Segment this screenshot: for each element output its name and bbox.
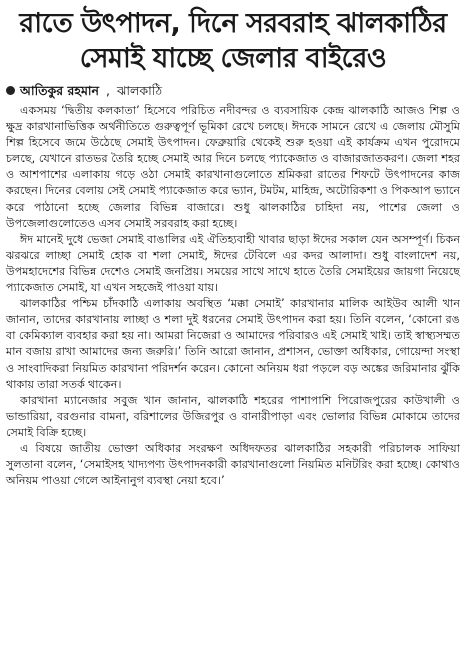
byline — [6, 82, 460, 99]
paragraph-4: কারখানা ম্যানেজার সবুজ খান জানান, ঝালকাঠি শহরের পাশাপাশি পিরোজপুরের কাউখালী ও ভান্ডারিয়া, বরগুনার বামনা, বরিশালের উজিরপুর ও বানারীপাড়া এবং ভোলার বিভিন্ন মোকামে তাদের সেমাই বিক্রি হচ্ছে। — [6, 393, 460, 439]
headline — [6, 6, 460, 76]
paragraph-1: একসময় ‘দ্বিতীয় কলকাতা’ হিসেবে পরিচিত নদীবন্দর ও ব্যবসায়িক কেন্দ্র ঝালকাঠি আজও শিল্প ও ক্ষুদ্র কারখানাভিত্তিক অর্থনীতিতে গুরুত্বপূর্ণ ভূমিকা রেখে চলছে। ঈদকে সামনে রেখে এ জেলায় মৌসুমি শিল্প হিসেবে জমে উঠেছে সেমাই উৎপাদন। ফেব্রুয়ারি থেকেই শুরু হওয়া এই কার্যক্রম এখন পুরোদমে চলছে, যেখানে রাতভর তৈরি হচ্ছে সেমাই আর দিনে চলছে প্যাকেজাত ও বাজারজাতকরণ। জেলা শহর ও আশপাশের এলাকায় গড়ে ওঠা সেমাই কারখানাগুলোতে শ্রমিকরা রাতের শিফটে উৎপাদনের কাজ করছেন। দিনের বেলায় সেই সেমাই প্যাকেজাত করে ভ্যান, টমটম, মাহিন্দ্র, অটোরিকশা ও পিকআপ ভ্যানে করে পাঠানো হচ্ছে জেলার বিভিন্ন বাজারে। শুধু ঝালকাঠির চাহিদা নয়, পাশের জেলা ও উপজেলাগুলোতেও এসব সেমাই সরবরাহ করা হচ্ছে। — [6, 104, 460, 230]
author-name: আতিকুর রহমান — [20, 83, 99, 98]
paragraph-2: ঈদ মানেই দুধে ভেজা সেমাই বাঙালির এই ঐতিহ্যবাহী খাবার ছাড়া ঈদের সকাল যেন অসম্পূর্ণ। চিকন ঝরঝরে লাচ্ছা সেমাই হোক বা শলা সেমাই, ঈদের টেবিলে এর কদর আলাদা। শুধু বাংলাদেশ নয়, উপমহাদেশের বিভিন্ন দেশেও সেমাই জনপ্রিয়। সময়ের সাথে সাথে হাতে তৈরি সেমাইয়ের জায়গা নিয়েছে প্যাকেজাত সেমাই, যা এখন সহজেই পাওয়া যায়। — [6, 232, 460, 295]
byline-separator: , — [105, 83, 110, 98]
headline-line-2: সেমাই যাচ্ছে জেলার বাইরেও — [79, 43, 387, 74]
paragraph-5: এ বিষয়ে জাতীয় ভোক্তা অধিকার সংরক্ষণ অধিদফতর ঝালকাঠির সহকারী পরিচালক সাফিয়া সুলতানা বলেন, ‘সেমাইসহ খাদ্যপণ্য উৎপাদনকারী কারখানাগুলো নিয়মিত মনিটরিং করা হচ্ছে। কোথাও অনিয়ম পাওয়া গেলে আইনানুগ ব্যবস্থা নেয়া হবে।’ — [6, 441, 460, 488]
article-body — [6, 103, 460, 489]
paragraph-3: ঝালকাঠির পশ্চিম চাঁদকাঠি এলাকায় অবস্থিত ‘মক্কা সেমাই’ কারখানার মালিক আইউব আলী খান জানান, তাদের কারখানায় লাচ্ছা ও শলা দুই ধরনের সেমাই উৎপাদন করা হয়। তিনি বলেন, ‘কোনো রঙ বা কেমিক্যাল ব্যবহার করা হয় না। আমরা নিজেরা ও আমাদের পরিবারও এই সেমাই খাই। তাই স্বাস্থ্যসম্মত মান বজায় রাখা আমাদের জন্য জরুরি।’ তিনি আরো জানান, প্রশাসন, ভোক্তা অধিকার, গোয়েন্দা সংস্থা ও সাংবাদিকরা নিয়মিত কারখানা পরিদর্শন করেন। কোনো অনিয়ম ধরা পড়লে বড় অঙ্কের জরিমানার ঝুঁকি থাকায় তারা সতর্ক থাকেন। — [6, 297, 460, 391]
bullet-icon — [6, 86, 15, 95]
dateline-location: ঝালকাঠি — [116, 83, 162, 98]
headline-line-1: রাতে উৎপাদন, দিনে সরবরাহ ঝালকাঠির — [19, 8, 447, 39]
